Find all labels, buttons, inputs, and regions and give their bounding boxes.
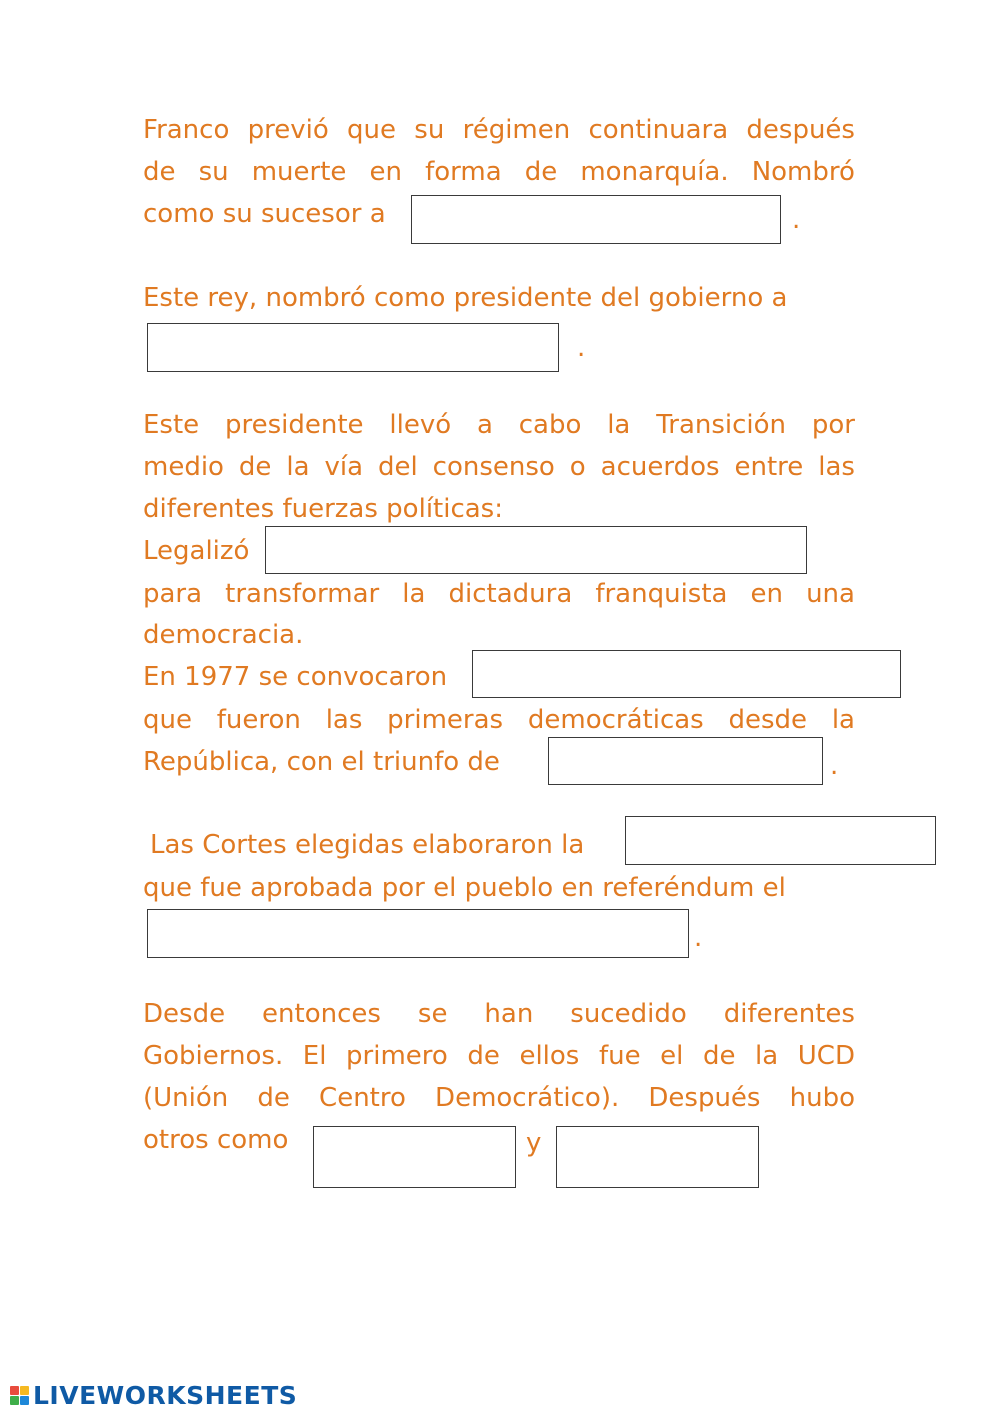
s4-line2: que fue aprobada por el pueblo en referéndum el (143, 873, 786, 903)
logo-square (20, 1396, 29, 1405)
word: fueron (216, 705, 301, 735)
word: (Unión (143, 1083, 229, 1113)
word: en (750, 579, 784, 609)
word: muerte (251, 157, 347, 187)
word: las (818, 452, 855, 482)
word: consenso (432, 452, 555, 482)
government-input-1[interactable] (313, 1126, 516, 1188)
word: franquista (595, 579, 728, 609)
word: las (325, 705, 363, 735)
word: ellos (519, 1041, 580, 1071)
word: su (198, 157, 229, 187)
word: vía (324, 452, 364, 482)
word: UCD (797, 1041, 855, 1071)
word: de (257, 1083, 290, 1113)
word: Transición (656, 410, 787, 440)
word: de (238, 452, 272, 482)
word: la (831, 705, 855, 735)
word: primeras (387, 705, 504, 735)
word: sucedido (570, 999, 687, 1029)
word: por (811, 410, 855, 440)
word: la (607, 410, 631, 440)
word: de (702, 1041, 736, 1071)
word: El (302, 1041, 327, 1071)
word: primero (346, 1041, 448, 1071)
s3-line2 (143, 447, 855, 487)
s5-line3 (143, 1078, 855, 1118)
logo-square (10, 1386, 19, 1395)
word: o (569, 452, 586, 482)
word: se (417, 999, 448, 1029)
word: entonces (262, 999, 381, 1029)
word: Franco (143, 115, 230, 145)
word: previó (247, 115, 329, 145)
word: cabo (518, 410, 582, 440)
word: a (476, 410, 493, 440)
government-input-2[interactable] (556, 1126, 759, 1188)
word: han (484, 999, 534, 1029)
s5-line4: otros como (143, 1125, 289, 1155)
successor-input[interactable] (411, 195, 781, 244)
word: llevó (389, 410, 452, 440)
word: la (755, 1041, 779, 1071)
s5-y: y (526, 1128, 542, 1158)
word: después (746, 115, 855, 145)
word: desde (728, 705, 808, 735)
word: monarquía. (580, 157, 729, 187)
word: una (806, 579, 855, 609)
s3-line7: En 1977 se convocaron (143, 662, 448, 692)
logo-square (10, 1396, 19, 1405)
word: diferentes (723, 999, 855, 1029)
word: Desde (143, 999, 226, 1029)
constitution-input[interactable] (625, 816, 936, 865)
word: dictadura (448, 579, 573, 609)
word: en (369, 157, 402, 187)
s2-period: . (577, 333, 586, 363)
word: que (347, 115, 397, 145)
word: Nombró (751, 157, 855, 187)
s3-line5 (143, 574, 855, 614)
s3-line9: República, con el triunfo de (143, 747, 500, 777)
word: Después (648, 1083, 761, 1113)
word: Este (143, 410, 200, 440)
s5-line2 (143, 1036, 855, 1076)
word: de (467, 1041, 500, 1071)
word: la (402, 579, 426, 609)
legalized-input[interactable] (265, 526, 807, 574)
s3-line8 (143, 700, 855, 740)
word: su (414, 115, 445, 145)
elections-input[interactable] (472, 650, 901, 698)
word: Gobiernos. (143, 1041, 284, 1071)
logo-square (20, 1386, 29, 1395)
s3-line3: diferentes fuerzas políticas: (143, 494, 503, 524)
s3-period: . (830, 751, 839, 781)
word: forma (425, 157, 502, 187)
s3-line1 (143, 405, 855, 445)
word: el (660, 1041, 684, 1071)
s3-line6: democracia. (143, 620, 304, 650)
word: medio (143, 452, 224, 482)
s3-legalizo: Legalizó (143, 536, 250, 566)
word: hubo (789, 1083, 855, 1113)
s1-line2 (143, 152, 855, 192)
s5-line1 (143, 994, 855, 1034)
word: del (377, 452, 418, 482)
president-input[interactable] (147, 323, 559, 372)
s1-line3: como su sucesor a (143, 199, 386, 229)
winner-input[interactable] (548, 737, 823, 785)
brand-text: LIVEWORKSHEETS (33, 1380, 298, 1410)
s4-period: . (694, 923, 703, 953)
word: continuara (588, 115, 729, 145)
word: régimen (462, 115, 571, 145)
word: de (524, 157, 558, 187)
s2-line1: Este rey, nombró como presidente del gobierno a (143, 283, 788, 313)
s1-line1 (143, 110, 855, 150)
referendum-date-input[interactable] (147, 909, 689, 958)
word: que (143, 705, 192, 735)
s4-line1: Las Cortes elegidas elaboraron la (150, 830, 585, 860)
word: Democrático). (435, 1083, 620, 1113)
word: acuerdos (600, 452, 720, 482)
word: transformar (225, 579, 380, 609)
word: para (143, 579, 203, 609)
word: democráticas (527, 705, 704, 735)
liveworksheets-logo-icon (10, 1386, 29, 1405)
word: Centro (319, 1083, 406, 1113)
word: la (286, 452, 310, 482)
word: entre (734, 452, 804, 482)
word: fue (598, 1041, 641, 1071)
word: de (143, 157, 176, 187)
word: presidente (225, 410, 364, 440)
footer-brand (10, 1377, 297, 1413)
s1-period: . (792, 205, 801, 235)
